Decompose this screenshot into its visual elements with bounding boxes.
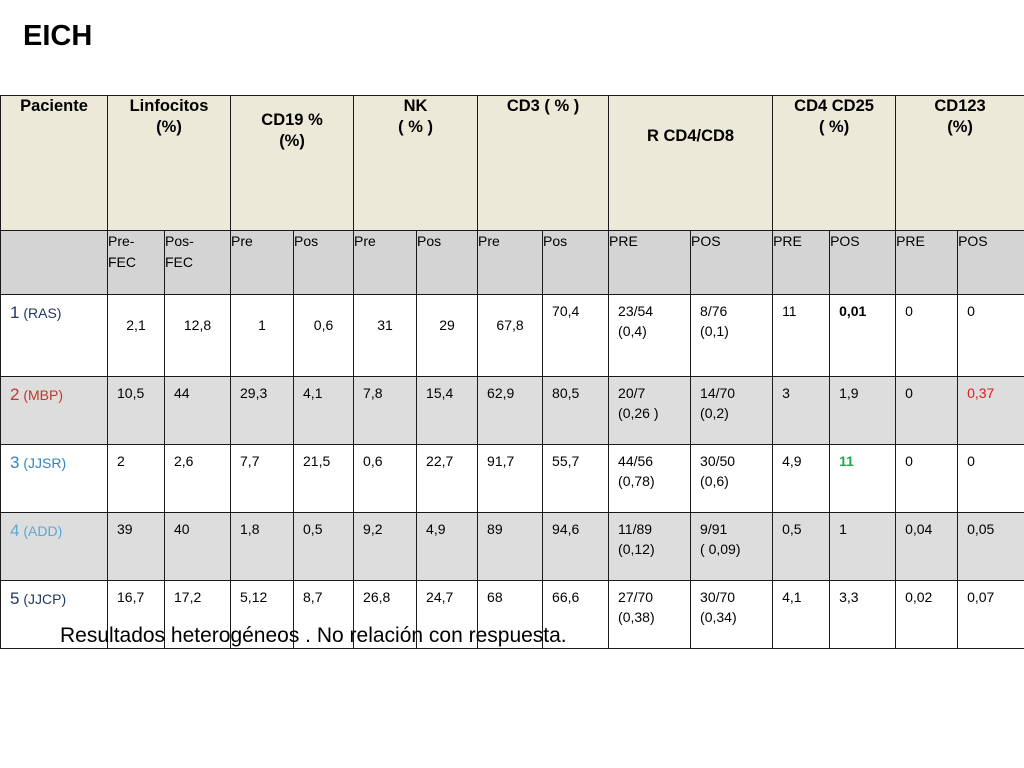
subheader-cell: Pre — [231, 231, 294, 295]
cell-cd19-pos: 21,5 — [294, 445, 354, 513]
subheader-cell: Pos — [294, 231, 354, 295]
footnote-text: Resultados heterogéneos . No relación con respuesta. — [60, 624, 567, 647]
table-subheader-row — [1, 231, 1024, 295]
patient-cell: 3 (JJSR) — [1, 445, 108, 513]
cell-nk-pos: 29 — [417, 295, 478, 377]
cell-lin-pre: 2 — [108, 445, 165, 513]
cell-cd123-pre: 0,02 — [896, 581, 958, 649]
cell-nk-pos: 15,4 — [417, 377, 478, 445]
patient-cell: 1 (RAS) — [1, 295, 108, 377]
cell-cd3-pos: 70,4 — [543, 295, 609, 377]
subheader-cell: Pre — [354, 231, 417, 295]
header-cd4-cd25: CD4 CD25 ( %) — [773, 96, 896, 231]
cell-lin-pre: 2,1 — [108, 295, 165, 377]
header-linfocitos: Linfocitos (%) — [108, 96, 231, 231]
cell-nk-pre: 7,8 — [354, 377, 417, 445]
table-row — [1, 295, 1024, 377]
subheader-cell: Pre — [478, 231, 543, 295]
cell-cd425-pre: 4,9 — [773, 445, 830, 513]
cell-cd425-pos: 11 — [830, 445, 896, 513]
cell-r-pre: 27/70 (0,38) — [609, 581, 691, 649]
subheader-cell: Pos- FEC — [165, 231, 231, 295]
cell-cd123-pos: 0,07 — [958, 581, 1024, 649]
cell-lin-pos: 2,6 — [165, 445, 231, 513]
cell-r-pos: 30/70 (0,34) — [691, 581, 773, 649]
cell-r-pre: 44/56 (0,78) — [609, 445, 691, 513]
cell-cd123-pos: 0 — [958, 295, 1024, 377]
cell-cd19-pre: 1,8 — [231, 513, 294, 581]
cell-cd3-pre: 68 — [478, 581, 543, 649]
cell-cd19-pre: 5,12 — [231, 581, 294, 649]
cell-cd19-pre: 7,7 — [231, 445, 294, 513]
cell-cd19-pre: 29,3 — [231, 377, 294, 445]
cell-cd3-pre: 62,9 — [478, 377, 543, 445]
patient-cell: 4 (ADD) — [1, 513, 108, 581]
table-row — [1, 445, 1024, 513]
cell-cd425-pre: 0,5 — [773, 513, 830, 581]
cell-cd19-pos: 0,6 — [294, 295, 354, 377]
cell-cd19-pre: 1 — [231, 295, 294, 377]
cell-cd3-pre: 91,7 — [478, 445, 543, 513]
header-r-cd4-cd8: R CD4/CD8 — [609, 96, 773, 231]
subheader-cell: PRE — [609, 231, 691, 295]
cell-r-pos: 14/70 (0,2) — [691, 377, 773, 445]
cell-cd19-pos: 8,7 — [294, 581, 354, 649]
cell-cd19-pos: 4,1 — [294, 377, 354, 445]
subheader-cell: PRE — [896, 231, 958, 295]
cell-nk-pre: 0,6 — [354, 445, 417, 513]
cell-cd425-pos: 1,9 — [830, 377, 896, 445]
cell-cd3-pos: 55,7 — [543, 445, 609, 513]
subheader-cell: POS — [691, 231, 773, 295]
cell-cd425-pre: 11 — [773, 295, 830, 377]
cell-nk-pre: 26,8 — [354, 581, 417, 649]
cell-r-pre: 23/54 (0,4) — [609, 295, 691, 377]
cell-cd425-pos: 0,01 — [830, 295, 896, 377]
cell-lin-pos: 44 — [165, 377, 231, 445]
cell-cd425-pre: 4,1 — [773, 581, 830, 649]
subheader-cell: POS — [830, 231, 896, 295]
cell-cd123-pos: 0 — [958, 445, 1024, 513]
cell-cd3-pos: 94,6 — [543, 513, 609, 581]
cell-cd3-pos: 80,5 — [543, 377, 609, 445]
cell-cd3-pos: 66,6 — [543, 581, 609, 649]
header-cd3: CD3 ( % ) — [478, 96, 609, 231]
patient-cell: 5 (JJCP) — [1, 581, 108, 649]
cell-cd3-pre: 89 — [478, 513, 543, 581]
subheader-cell: POS — [958, 231, 1024, 295]
cell-cd3-pre: 67,8 — [478, 295, 543, 377]
cell-cd123-pos: 0,05 — [958, 513, 1024, 581]
results-table — [0, 95, 1024, 649]
cell-lin-pre: 39 — [108, 513, 165, 581]
cell-lin-pre: 10,5 — [108, 377, 165, 445]
cell-cd425-pre: 3 — [773, 377, 830, 445]
cell-nk-pos: 4,9 — [417, 513, 478, 581]
cell-cd425-pos: 3,3 — [830, 581, 896, 649]
subheader-empty — [1, 231, 108, 295]
cell-cd123-pre: 0 — [896, 295, 958, 377]
cell-r-pos: 8/76 (0,1) — [691, 295, 773, 377]
header-nk: NK ( % ) — [354, 96, 478, 231]
header-cd19: CD19 % (%) — [231, 96, 354, 231]
cell-nk-pos: 24,7 — [417, 581, 478, 649]
slide-title: EICH — [23, 20, 93, 52]
cell-cd123-pre: 0 — [896, 445, 958, 513]
cell-r-pre: 20/7 (0,26 ) — [609, 377, 691, 445]
cell-nk-pos: 22,7 — [417, 445, 478, 513]
table-header-row — [1, 96, 1024, 231]
cell-lin-pre: 16,7 — [108, 581, 165, 649]
header-paciente: Paciente — [1, 96, 108, 231]
subheader-cell: PRE — [773, 231, 830, 295]
cell-lin-pos: 17,2 — [165, 581, 231, 649]
table-row — [1, 513, 1024, 581]
subheader-cell: Pos — [417, 231, 478, 295]
cell-cd425-pos: 1 — [830, 513, 896, 581]
subheader-cell: Pre- FEC — [108, 231, 165, 295]
cell-cd123-pre: 0,04 — [896, 513, 958, 581]
cell-nk-pre: 9,2 — [354, 513, 417, 581]
subheader-cell: Pos — [543, 231, 609, 295]
table-row — [1, 377, 1024, 445]
patient-cell: 2 (MBP) — [1, 377, 108, 445]
cell-r-pre: 11/89 (0,12) — [609, 513, 691, 581]
cell-r-pos: 9/91 ( 0,09) — [691, 513, 773, 581]
cell-cd123-pos: 0,37 — [958, 377, 1024, 445]
cell-r-pos: 30/50 (0,6) — [691, 445, 773, 513]
cell-lin-pos: 40 — [165, 513, 231, 581]
cell-nk-pre: 31 — [354, 295, 417, 377]
header-cd123: CD123 (%) — [896, 96, 1024, 231]
cell-cd19-pos: 0,5 — [294, 513, 354, 581]
cell-cd123-pre: 0 — [896, 377, 958, 445]
cell-lin-pos: 12,8 — [165, 295, 231, 377]
